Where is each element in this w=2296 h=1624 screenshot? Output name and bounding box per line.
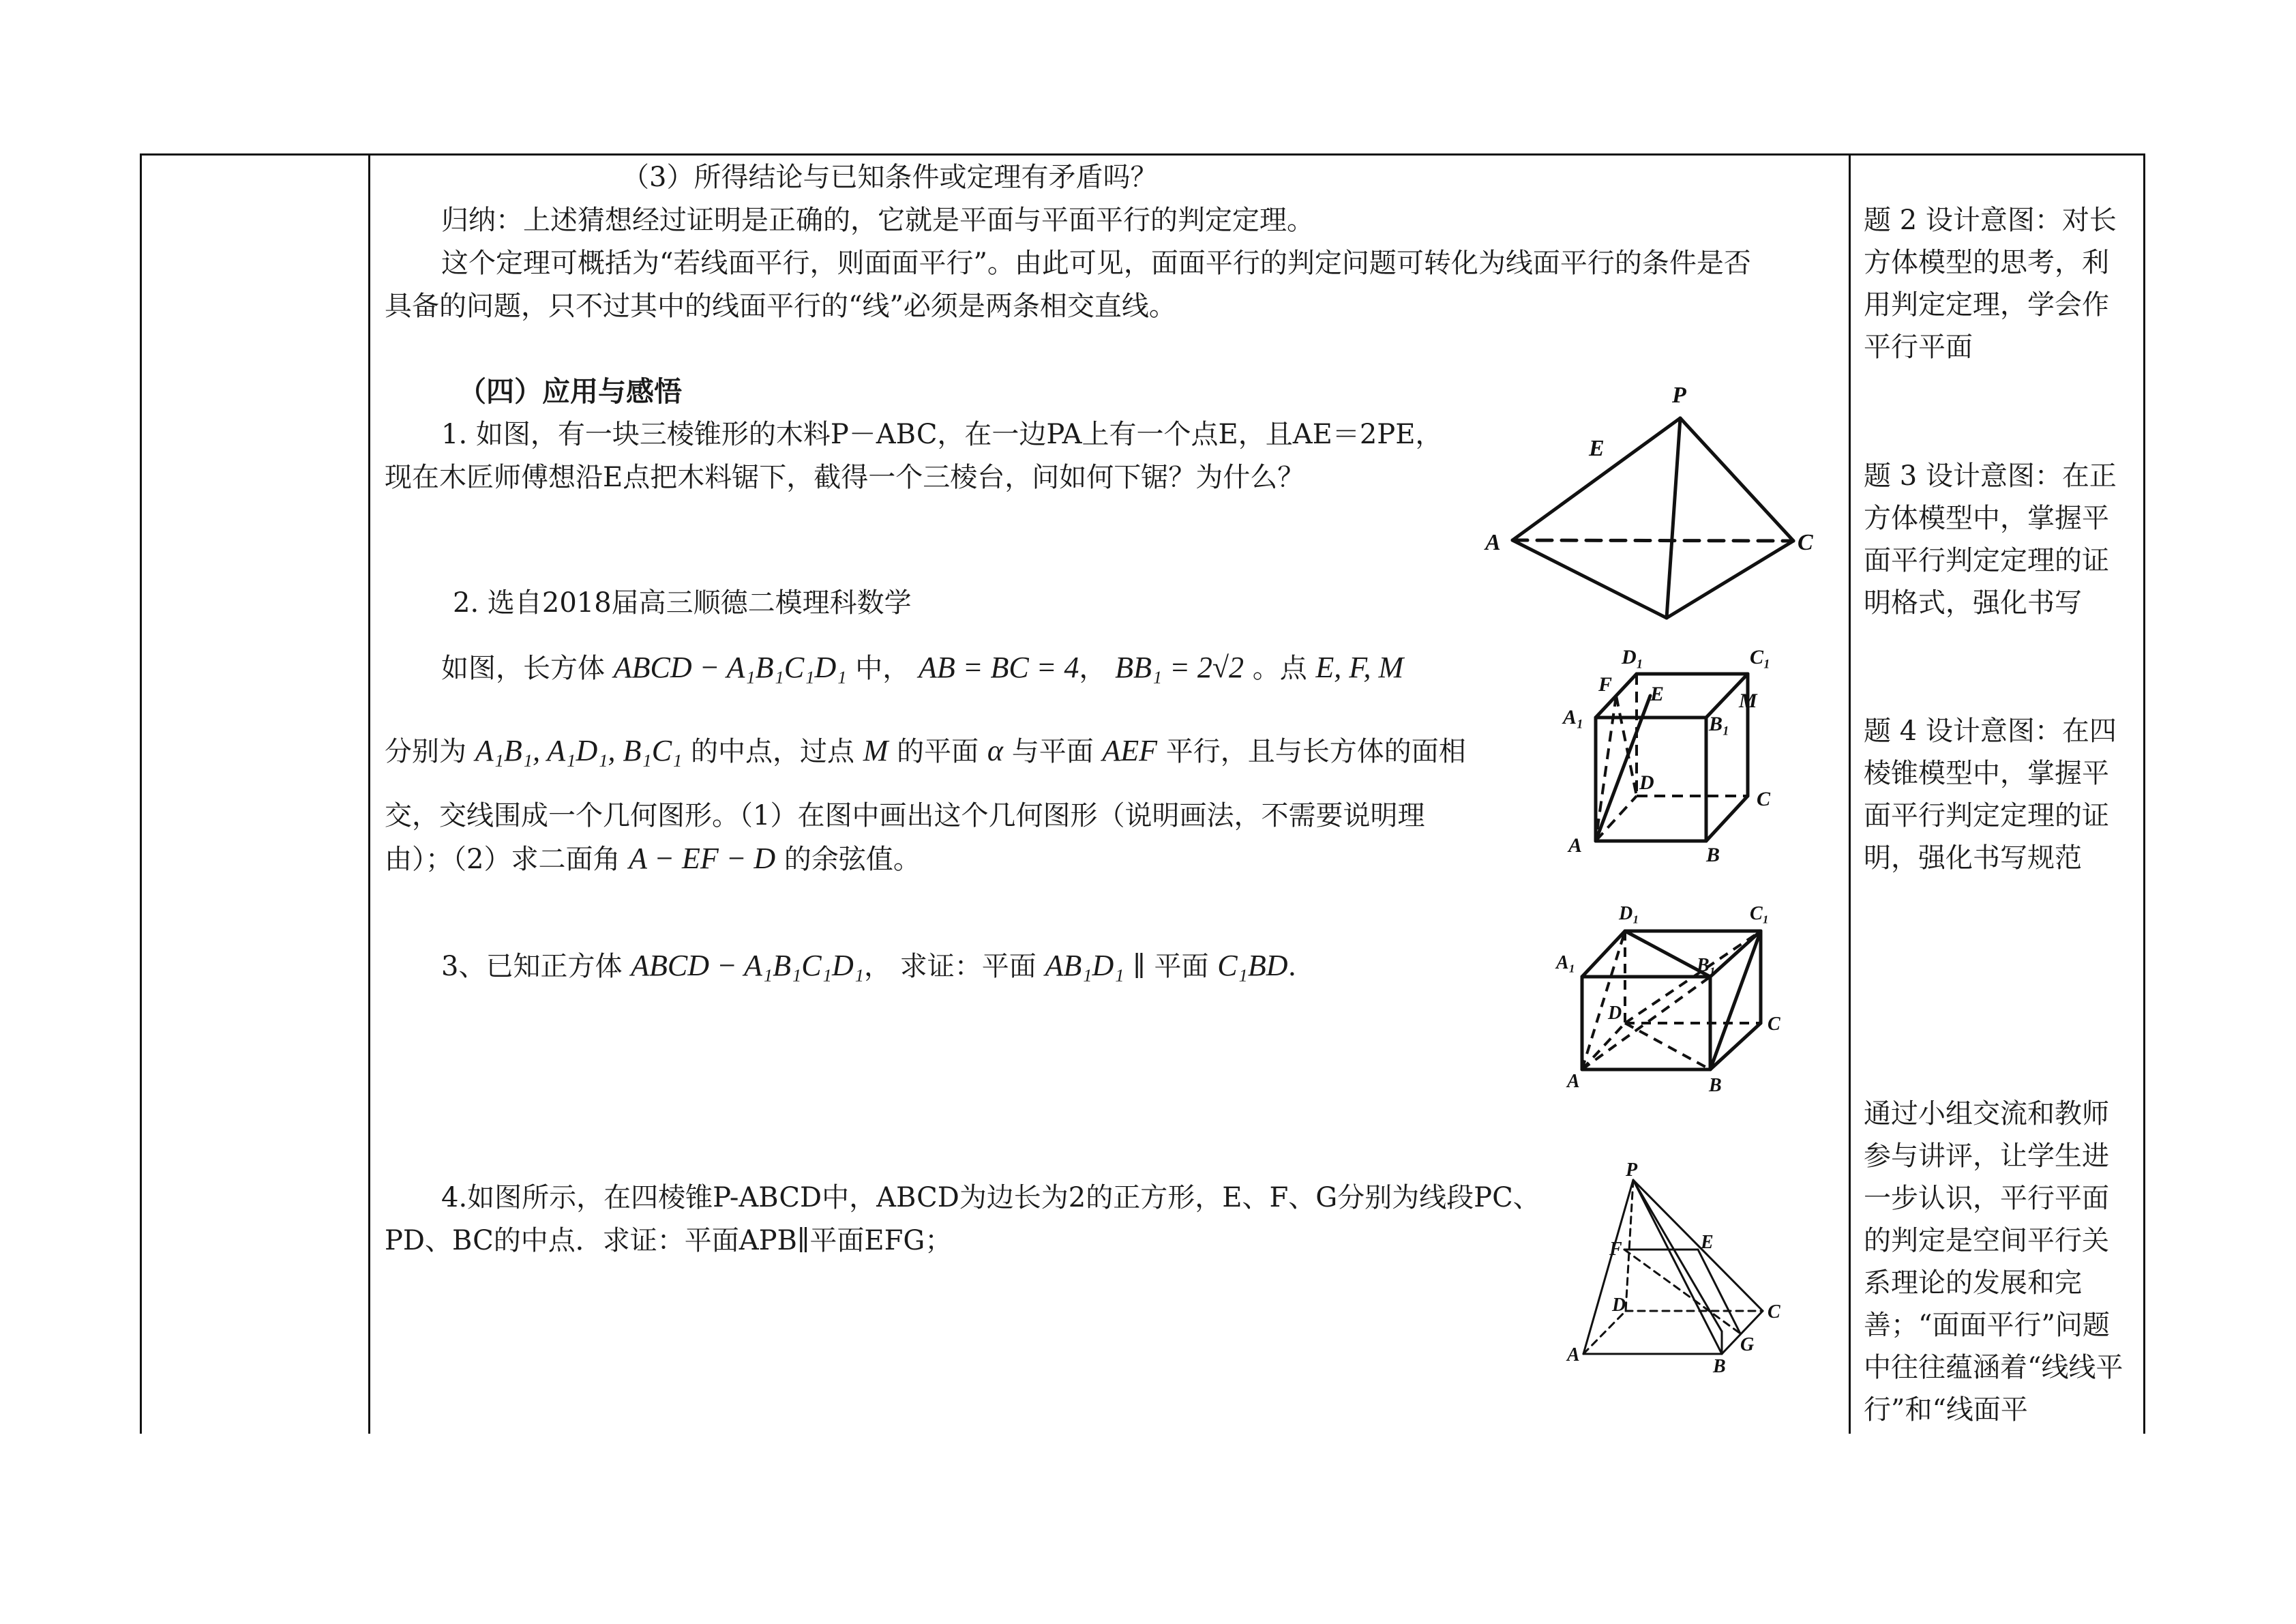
figure-quad-pyramid xyxy=(1555,1160,1800,1391)
math-expression: M xyxy=(863,734,889,767)
svg-text:A: A xyxy=(1568,834,1583,857)
svg-text:C: C xyxy=(1757,788,1771,810)
side-note-4: 题 4 设计意图：在四棱锥模型中，掌握平面平行判定定理的证明，强化书写规范 xyxy=(1864,715,2117,874)
problem-4-line-1: 4.如图所示，在四棱锥P-ABCD中，ABCD为边长为2的正方形，E、F、G分别为线段PC、 xyxy=(441,1182,1540,1213)
svg-text:D₁: D₁ xyxy=(1622,646,1644,668)
problem-2-source: 2. 选自2018届高三顺德二模理科数学 xyxy=(453,587,912,619)
table-column-divider-1 xyxy=(368,153,370,1434)
math-expression: AB₁D₁ xyxy=(1045,949,1124,982)
svg-text:B: B xyxy=(1713,1356,1726,1377)
svg-text:A: A xyxy=(1567,1344,1580,1365)
math-expression: ABCD − A₁B₁C₁D₁ xyxy=(613,651,847,684)
svg-text:A₁: A₁ xyxy=(1556,952,1576,973)
problem-2-line-4: 由）；（2）求二面角 A − EF − D 的余弦值。 xyxy=(385,842,921,875)
edge-pc xyxy=(1680,418,1793,541)
svg-text:G: G xyxy=(1740,1334,1755,1355)
math-expression: E, F, M xyxy=(1315,651,1404,684)
problem-1-line-1: 1. 如图，有一块三棱锥形的木料P－ABC，在一边PA上有一个点E，且AE＝2PE， xyxy=(441,419,1443,450)
edge-ab xyxy=(1512,540,1667,618)
math-expression: ABCD − A₁B₁C₁D₁ xyxy=(631,949,865,982)
label-e: E xyxy=(1589,436,1605,461)
label-a: A xyxy=(1485,530,1501,555)
svg-text:P: P xyxy=(1626,1160,1638,1181)
problem-2-line-3: 交，交线围成一个几何图形。（1）在图中画出这个几何图形（说明画法，不需要说明理 xyxy=(385,800,1425,831)
figure-cube xyxy=(1555,900,1800,1098)
table-right-border xyxy=(2143,153,2145,1434)
math-expression: A₁B₁, A₁D₁, B₁C₁ xyxy=(475,734,683,767)
svg-text:M: M xyxy=(1739,690,1757,712)
svg-text:C₁: C₁ xyxy=(1750,646,1771,668)
svg-text:B₁: B₁ xyxy=(1697,955,1716,976)
side-note-3: 题 3 设计意图：在正方体模型中，掌握平面平行判定定理的证明格式，强化书写 xyxy=(1864,460,2117,619)
math-expression: A − EF − D xyxy=(629,842,776,875)
svg-text:C: C xyxy=(1768,1301,1780,1323)
math-expression: AEF xyxy=(1102,734,1158,767)
svg-text:D: D xyxy=(1639,771,1654,794)
problem-2-line-2: 分别为 A₁B₁, A₁D₁, B₁C₁ 的中点，过点 M 的平面 α 与平面 AEF 平行，且与长方体的面相 xyxy=(385,734,1466,767)
problem-4-line-2: PD、BC的中点．求证：平面APB∥平面EFG； xyxy=(385,1225,953,1256)
problem-2-line-1: 如图，长方体 ABCD − A₁B₁C₁D₁ 中， AB = BC = 4， BB₁ = 2√2 。点 E, F, M xyxy=(441,651,1404,684)
label-c: C xyxy=(1798,530,1813,555)
label-p: P xyxy=(1672,383,1686,408)
figure-pyramid-pabc xyxy=(1480,382,1821,628)
svg-text:B: B xyxy=(1706,844,1720,866)
svg-text:C₁: C₁ xyxy=(1750,903,1770,924)
table-column-divider-2 xyxy=(1849,153,1851,1434)
table-left-border xyxy=(140,153,142,1434)
svg-text:D: D xyxy=(1608,1003,1622,1024)
question-3-line: （3）所得结论与已知条件或定理有矛盾吗？ xyxy=(622,162,1158,193)
problem-1-line-2: 现在木匠师傅想沿E点把木料锯下，截得一个三棱台，问如何下锯？为什么？ xyxy=(385,462,1305,493)
svg-text:D: D xyxy=(1612,1295,1626,1316)
edge-pb xyxy=(1667,418,1680,618)
svg-text:E: E xyxy=(1650,683,1665,705)
svg-text:E: E xyxy=(1701,1232,1714,1253)
svg-text:C: C xyxy=(1768,1014,1780,1035)
math-expression: C₁BD xyxy=(1217,949,1288,982)
svg-text:B: B xyxy=(1709,1075,1722,1096)
table-top-border xyxy=(140,153,2145,156)
math-expression: AB = BC = 4 xyxy=(919,651,1079,684)
svg-text:D₁: D₁ xyxy=(1619,903,1639,924)
svg-text:B₁: B₁ xyxy=(1709,713,1730,735)
edge-bc xyxy=(1667,541,1793,618)
svg-text:F: F xyxy=(1598,673,1613,696)
figure-cuboid xyxy=(1555,645,1800,870)
svg-text:A₁: A₁ xyxy=(1563,706,1584,728)
math-expression: α xyxy=(987,734,1003,767)
section-heading: （四）应用与感悟 xyxy=(458,375,682,408)
math-expression: BB₁ = 2√2 xyxy=(1115,651,1244,684)
side-note-2: 题 2 设计意图：对长方体模型的思考，利用判定定理，学会作平行平面 xyxy=(1864,205,2117,363)
edge-ac-hidden xyxy=(1512,540,1793,541)
side-note-5: 通过小组交流和教师参与讲评，让学生进一步认识，平行平面的判定是空间平行关系理论的发展和完善；“面面平行”问题中往往蕴涵着“线线平行”和“线面平 xyxy=(1864,1098,2123,1426)
theorem-line-2: 具备的问题，只不过其中的线面平行的“线”必须是两条相交直线。 xyxy=(385,291,1176,322)
svg-text:F: F xyxy=(1609,1239,1622,1260)
problem-3-line: 3、已知正方体 ABCD − A₁B₁C₁D₁， 求证：平面 AB₁D₁ ∥ 平面 C₁BD. xyxy=(441,949,1297,982)
summary-line: 归纳：上述猜想经过证明是正确的，它就是平面与平面平行的判定定理。 xyxy=(441,205,1314,236)
svg-text:A: A xyxy=(1567,1071,1580,1092)
theorem-line-1: 这个定理可概括为“若线面平行，则面面平行”。由此可见，面面平行的判定问题可转化为线面平行的条件是否 xyxy=(441,248,1751,279)
